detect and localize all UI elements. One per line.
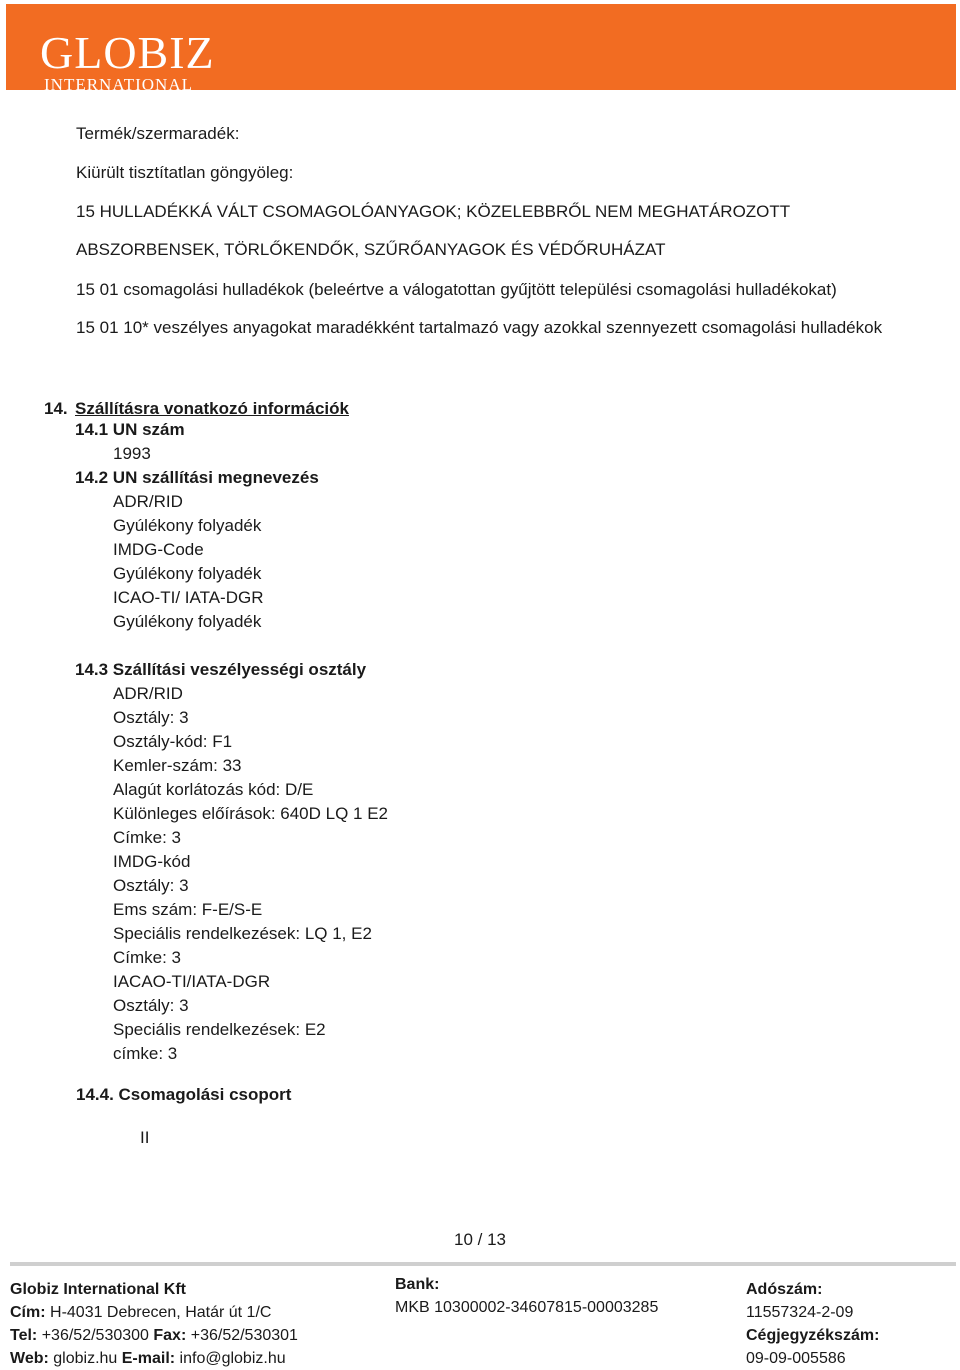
- footer-bank-label: Bank:: [395, 1276, 440, 1293]
- section-14-2-heading: 14.2 UN szállítási megnevezés: [75, 468, 319, 487]
- footer-tax-label: Adószám:: [746, 1281, 823, 1298]
- footer-web: [10, 1350, 286, 1368]
- footer-company: Globiz International Kft: [10, 1281, 186, 1298]
- footer-email-value: info@globiz.hu: [175, 1350, 286, 1367]
- s143-line-16: címke: 3: [113, 1044, 178, 1063]
- s143-line-1: ADR/RID: [113, 684, 183, 703]
- s143-line-11: Speciális rendelkezések: LQ 1, E2: [113, 924, 372, 943]
- s143-line-3: Osztály-kód: F1: [113, 732, 233, 751]
- s142-line-5: ICAO-TI/ IATA-DGR: [113, 588, 264, 607]
- footer-reg-label: Cégjegyzékszám:: [746, 1327, 880, 1344]
- footer-tel-label: Tel:: [10, 1327, 38, 1344]
- waste-line-6: 15 01 10* veszélyes anyagokat maradékként tartalmazó vagy azokkal szennyezett csomagolási hulladékok: [76, 318, 883, 337]
- waste-line-3: 15 HULLADÉKKÁ VÁLT CSOMAGOLÓANYAGOK; KÖZELEBBRŐL NEM MEGHATÁROZOTT: [76, 202, 791, 221]
- waste-line-2: Kiürült tisztítatlan göngyöleg:: [76, 163, 294, 182]
- footer-reg-value: 09-09-005586: [746, 1350, 846, 1367]
- footer-tax-value: 11557324-2-09: [746, 1304, 854, 1321]
- footer-address-label: Cím:: [10, 1304, 46, 1321]
- globiz-logo: [40, 26, 230, 96]
- un-number-value: 1993: [113, 444, 151, 463]
- section-14-3-heading: 14.3 Szállítási veszélyességi osztály: [75, 660, 367, 679]
- waste-line-4: ABSZORBENSEK, TÖRLŐKENDŐK, SZŰRŐANYAGOK ÉS VÉDŐRUHÁZAT: [76, 240, 666, 259]
- s143-line-8: IMDG-kód: [113, 852, 191, 871]
- footer-email-label: E-mail:: [121, 1350, 176, 1367]
- s143-line-15: Speciális rendelkezések: E2: [113, 1020, 326, 1039]
- s143-line-13: IACAO-TI/IATA-DGR: [113, 972, 271, 991]
- section-14-title: Szállításra vonatkozó információk: [75, 399, 349, 418]
- s143-line-10: Ems szám: F-E/S-E: [113, 900, 263, 919]
- section-14-number: 14.: [44, 399, 68, 418]
- footer-fax-label: Fax:: [153, 1327, 187, 1344]
- s142-line-6: Gyúlékony folyadék: [113, 612, 262, 631]
- waste-line-5: 15 01 csomagolási hulladékok (beleértve a válogatottan gyűjtött települési csomagolási hulladékokat): [76, 280, 837, 299]
- s143-line-2: Osztály: 3: [113, 708, 189, 727]
- footer-fax-value: +36/52/530301: [186, 1327, 298, 1344]
- packing-group-value: II: [140, 1128, 150, 1147]
- footer-address-value: H-4031 Debrecen, Határ út 1/C: [45, 1304, 272, 1321]
- footer-bank-value: MKB 10300002-34607815-00003285: [395, 1299, 659, 1316]
- footer-web-label: Web:: [10, 1350, 49, 1367]
- header-banner: [6, 4, 956, 94]
- footer-phone: [10, 1327, 298, 1345]
- section-14-1-heading: 14.1 UN szám: [75, 420, 185, 439]
- footer-web-value: globiz.hu: [48, 1350, 122, 1367]
- s143-line-12: Címke: 3: [113, 948, 182, 967]
- s143-line-14: Osztály: 3: [113, 996, 189, 1015]
- section-14-4-heading: 14.4. Csomagolási csoport: [76, 1085, 292, 1104]
- footer-divider: [10, 1262, 956, 1266]
- s142-line-3: IMDG-Code: [113, 540, 204, 559]
- footer-address: [10, 1304, 271, 1322]
- logo-sub-text: INTERNATIONAL: [44, 75, 193, 94]
- page-number: 10 / 13: [454, 1230, 506, 1249]
- s143-line-4: Kemler-szám: 33: [113, 756, 242, 775]
- s143-line-5: Alagút korlátozás kód: D/E: [113, 780, 314, 799]
- waste-line-1: Termék/szermaradék:: [76, 124, 240, 143]
- s142-line-1: ADR/RID: [113, 492, 183, 511]
- footer-tel-value: +36/52/530300: [37, 1327, 154, 1344]
- logo-main-text: GLOBIZ: [40, 27, 215, 78]
- s143-line-6: Különleges előírások: 640D LQ 1 E2: [113, 804, 389, 823]
- s142-line-2: Gyúlékony folyadék: [113, 516, 262, 535]
- s143-line-7: Címke: 3: [113, 828, 182, 847]
- s143-line-9: Osztály: 3: [113, 876, 189, 895]
- s142-line-4: Gyúlékony folyadék: [113, 564, 262, 583]
